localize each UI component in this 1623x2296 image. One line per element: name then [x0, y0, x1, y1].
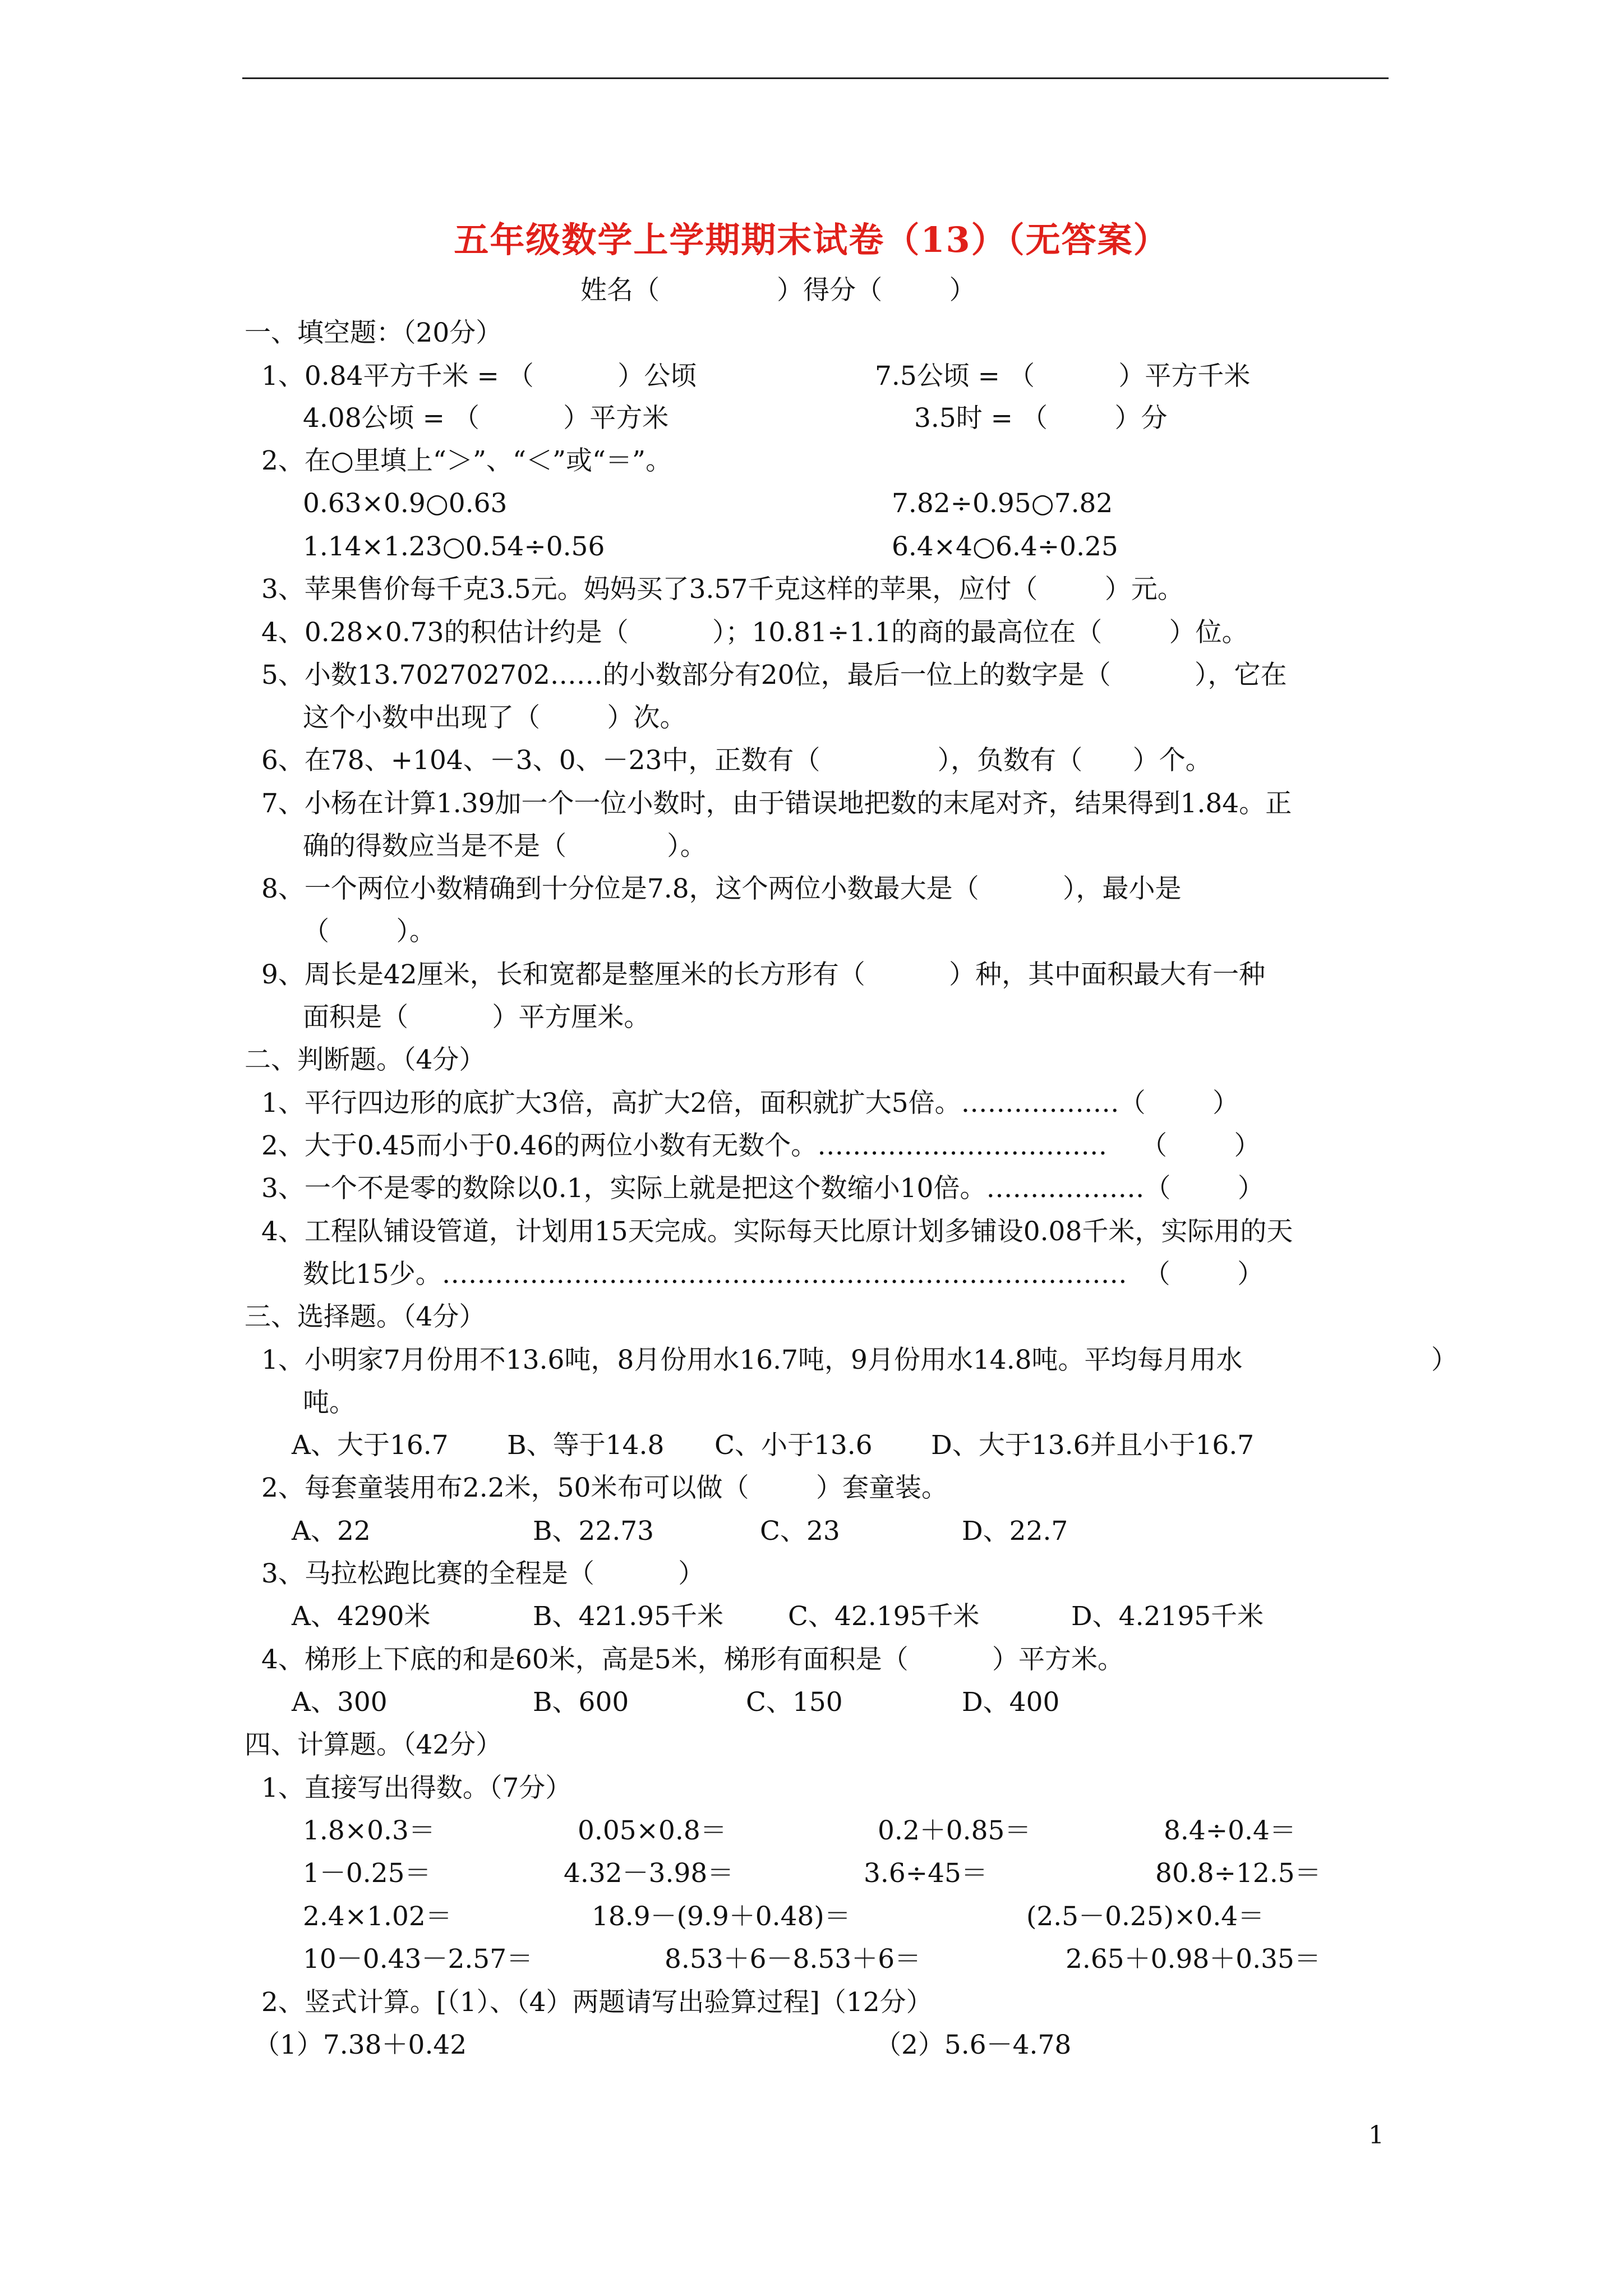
text-line: A、4290米 [292, 1601, 431, 1632]
text-line: 3.6÷45＝ [864, 1858, 988, 1889]
text-line: A、大于16.7 B、等于14.8 C、小于13.6 D、大于13.6并且小于16.7 [292, 1430, 1255, 1461]
text-line: 1、直接写出得数。（7分） [261, 1773, 572, 1803]
text-line: 1－0.25＝ [303, 1858, 431, 1889]
text-line: 2、每套童装用布2.2米，50米布可以做（ ）套童装。 [261, 1473, 948, 1503]
text-line: 0.2＋0.85＝ [878, 1815, 1031, 1846]
text-line: 姓名（ ）得分（ ） [580, 275, 976, 306]
text-line: 8.53＋6－8.53＋6＝ [665, 1944, 921, 1975]
text-line: 2.4×1.02＝ [303, 1901, 452, 1932]
text-line: 数比15少。…………………………………………………………………… （ ） [303, 1259, 1264, 1290]
text-line: 吨。 [303, 1387, 356, 1418]
text-line: 二、判断题。（4分） [245, 1045, 486, 1075]
text-line: 1.8×0.3＝ [303, 1815, 435, 1846]
text-line: 6、在78、+104、－3、0、－23中，正数有（ ），负数有（ ）个。 [261, 745, 1212, 776]
text-line: (2.5－0.25)×0.4＝ [1026, 1901, 1265, 1932]
text-line: 4.32－3.98＝ [564, 1858, 734, 1889]
text-line: 1、0.84平方千米 = （ ）公顷 [261, 361, 697, 392]
text-line: 面积是（ ）平方厘米。 [303, 1002, 651, 1033]
text-line: 2、大于0.45而小于0.46的两位小数有无数个。…………………………… （ ） [261, 1130, 1261, 1161]
text-line: A、22 [292, 1516, 371, 1547]
text-line: B、421.95千米 [533, 1601, 723, 1632]
text-line: ） [1431, 1345, 1458, 1375]
text-line: 4、0.28×0.73的积估计约是（ ）；10.81÷1.1的商的最高位在（ ）位。 [261, 617, 1248, 648]
text-line: 10－0.43－2.57＝ [303, 1944, 533, 1975]
text-line: D、22.7 [962, 1516, 1068, 1547]
text-line: 0.05×0.8＝ [578, 1815, 727, 1846]
text-line: 6.4×4○6.4÷0.25 [892, 531, 1118, 562]
text-line: 8.4÷0.4＝ [1164, 1815, 1296, 1846]
text-line: 0.63×0.9○0.63 [303, 488, 508, 519]
text-line: （2）5.6－4.78 [875, 2030, 1072, 2060]
text-line: C、23 [760, 1516, 840, 1547]
page-title: 五年级数学上学期期末试卷（13）（无答案） [454, 219, 1169, 260]
text-line: D、4.2195千米 [1071, 1601, 1264, 1632]
text-line: 确的得数应当是不是（ ）。 [303, 831, 707, 862]
text-line: B、22.73 [533, 1516, 654, 1547]
text-line: 3、马拉松跑比赛的全程是（ ） [261, 1558, 705, 1589]
text-line: 3.5时 = （ ）分 [914, 403, 1168, 434]
text-line: 7.82÷0.95○7.82 [892, 488, 1113, 519]
text-line: 8、一个两位小数精确到十分位是7.8，这个两位小数最大是（ ），最小是 [261, 873, 1182, 904]
text-line: 2、在○里填上“＞”、“＜”或“＝”。 [261, 445, 672, 476]
text-line: 5、小数13.702702702……的小数部分有20位，最后一位上的数字是（ ），它在 [261, 660, 1287, 691]
text-line: 18.9－(9.9＋0.48)＝ [592, 1901, 851, 1932]
text-line: 3、苹果售价每千克3.5元。妈妈买了3.57千克这样的苹果，应付（ ）元。 [261, 574, 1184, 605]
text-line: 三、选择题。（4分） [245, 1301, 486, 1332]
text-line: 4、梯形上下底的和是60米，高是5米，梯形有面积是（ ）平方米。 [261, 1644, 1124, 1675]
text-line: B、600 [533, 1687, 629, 1718]
text-line: C、150 [746, 1687, 843, 1718]
text-line: （1）7.38＋0.42 [253, 2030, 467, 2060]
text-line: 3、一个不是零的数除以0.1，实际上就是把这个数缩小10倍。………………（ ） [261, 1173, 1264, 1204]
text-line: 7.5公顷 = （ ）平方千米 [875, 361, 1251, 392]
header-rule [242, 77, 1389, 79]
text-line: 9、周长是42厘米，长和宽都是整厘米的长方形有（ ）种，其中面积最大有一种 [261, 959, 1266, 990]
text-line: C、42.195千米 [788, 1601, 980, 1632]
text-line: 1、小明家7月份用不13.6吨，8月份用水16.7吨，9月份用水14.8吨。平均每月用水 [261, 1345, 1243, 1375]
text-line: 1.14×1.23○0.54÷0.56 [303, 531, 605, 562]
text-line: 四、计算题。（42分） [245, 1729, 502, 1760]
text-line: 2.65＋0.98＋0.35＝ [1066, 1944, 1321, 1975]
text-line: 4.08公顷 = （ ）平方米 [303, 403, 669, 434]
text-line: 1、平行四边形的底扩大3倍，高扩大2倍，面积就扩大5倍。………………（ ） [261, 1088, 1239, 1119]
text-line: 80.8÷12.5＝ [1155, 1858, 1321, 1889]
text-line: 2、竖式计算。[（1）、（4）两题请写出验算过程]（12分） [261, 1987, 933, 2018]
text-line: （ ）。 [303, 916, 436, 947]
text-line: D、400 [962, 1687, 1060, 1718]
page-number: 1 [1368, 2121, 1384, 2150]
text-line: 4、工程队铺设管道，计划用15天完成。实际每天比原计划多铺设0.08千米，实际用的天 [261, 1216, 1293, 1247]
text-line: 7、小杨在计算1.39加一个一位小数时，由于错误地把数的末尾对齐，结果得到1.84。正 [261, 788, 1292, 819]
text-line: A、300 [292, 1687, 388, 1718]
text-line: 一、填空题：（20分） [245, 318, 502, 348]
text-line: 这个小数中出现了（ ）次。 [303, 702, 686, 733]
